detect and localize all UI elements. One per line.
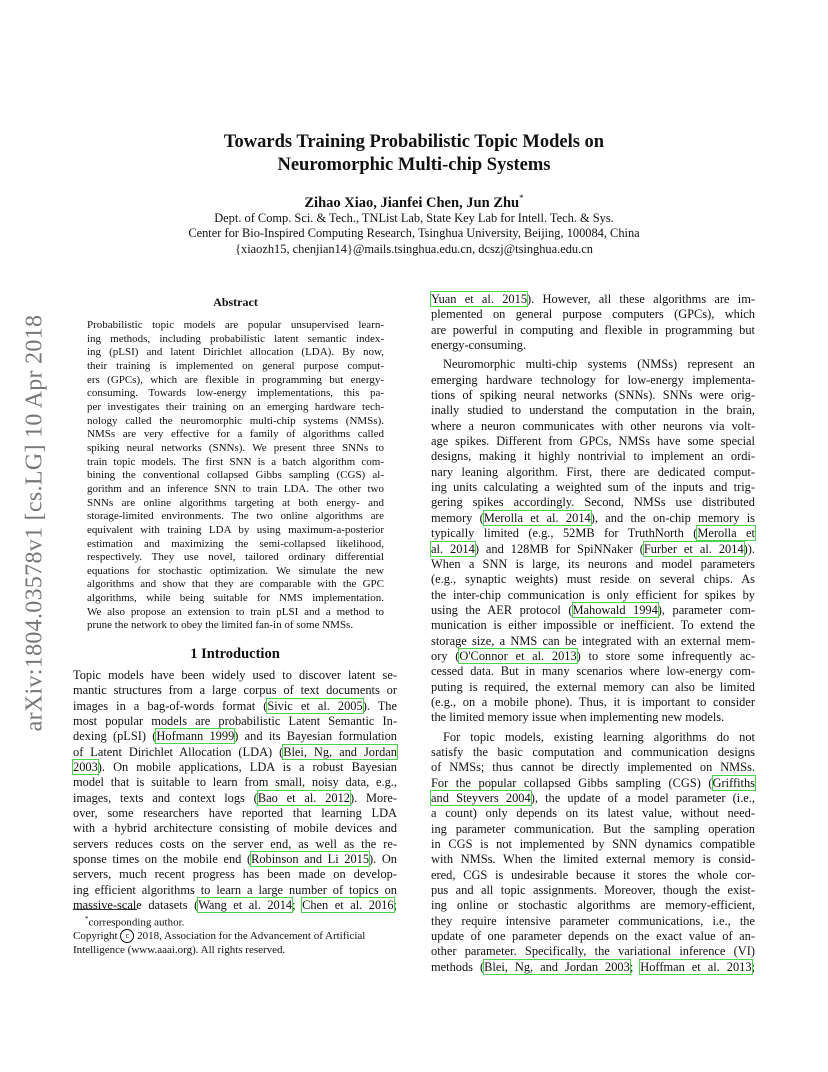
text-line: pus and all topic assignments. Moreover, though the exist-	[431, 883, 755, 898]
abstract-line: equivalent with training LDA by using maximum-a-posterior	[87, 523, 384, 536]
text-line: methods (Blei, Ng, and Jordan 2003; Hoffman et al. 2013;	[431, 959, 756, 974]
text-line: ing efficient algorithms to learn a large number of topics on	[73, 882, 397, 897]
text-line: the limited memory issue when implementing new models.	[431, 710, 725, 725]
footnotes	[73, 913, 397, 957]
citation-link[interactable]: Chen et al. 2016	[302, 898, 394, 913]
text-line: ing units calculating a weighted sum of the inputs and trig-	[431, 480, 755, 495]
text-line: mantic structures from a large corpus of text documents or	[73, 683, 397, 698]
email-line: {xiaozh15, chenjian14}@mails.tsinghua.edu.cn, dcszj@tsinghua.edu.cn	[235, 241, 593, 256]
text-line: al. 2014) and 128MB for SpiNNaker (Furber et al. 2014)).	[431, 541, 755, 556]
citation-link[interactable]: Blei, Ng, and Jordan	[283, 744, 397, 759]
text-line: servers, much recent progress has been made on develop-	[73, 867, 397, 882]
abstract-line: Probabilistic topic models are popular unsupervised learn-	[87, 319, 384, 331]
abstract-line: train topic models. The first SNN is a batch algorithm com-	[87, 455, 384, 468]
abstract-line: NMSs are very effective for a family of algorithms called	[87, 428, 384, 441]
text-line: of NMSs; thus cannot be directly implemented on NMSs.	[431, 760, 755, 775]
text-line: munication is either impossible or inefficient. To extend the	[431, 618, 755, 633]
abstract-line: algorithms and show that they are comparable with the GPC	[87, 578, 384, 591]
text-line: Yuan et al. 2015). However, all these algorithms are im-	[431, 292, 755, 306]
abstract-line: prune the network to obey the limited fan-in of some NMSs.	[87, 619, 354, 632]
text-line: they require intensive parameter communications, i.e., the	[431, 913, 755, 928]
abstract-line: equations for stochastic optimization. We simulate the new	[87, 564, 384, 577]
abstract-line: storage-limited environments. The two online algorithms are	[87, 510, 384, 523]
text-line: ory (O'Connor et al. 2013) to store some infrequently ac-	[431, 648, 755, 663]
footnote-rule	[73, 909, 137, 910]
abstract-line: ers (GPCs), which are flexible in programming but energy-	[87, 373, 384, 386]
abstract-line: We also propose an extension to train pLSI and a method to	[87, 605, 384, 618]
abstract-line: spiking neural networks (SNNs). We present three SNNs to	[87, 441, 384, 454]
citation-link[interactable]: al. 2014	[431, 541, 475, 556]
citation-link[interactable]: Hoffman et al. 2013	[640, 959, 752, 974]
citation-link[interactable]: Blei, Ng, and Jordan 2003	[484, 959, 630, 974]
abstract-line: gorithm and an inference SNN to train LDA. The other two	[87, 482, 384, 495]
text-line: Neuromorphic multi-chip systems (NMSs) represent an	[443, 357, 755, 372]
text-line: dexing (pLSI) (Hofmann 1999) and its Bayesian formulation	[73, 729, 397, 744]
text-line: memory (Merolla et al. 2014), and the on-chip memory is	[431, 510, 755, 525]
citation-link[interactable]: Mahowald 1994	[572, 602, 658, 617]
text-line: emerging hardware technology for low-energy implementa-	[431, 372, 755, 387]
abstract-body	[87, 319, 384, 633]
citation-link[interactable]: Merolla et al. 2014	[483, 510, 591, 525]
text-line: ing parameter communication. But the sampling operation	[431, 821, 755, 836]
text-line: gering spikes accordingly. Second, NMSs use distributed	[431, 495, 755, 510]
text-line: 2003). On mobile applications, LDA is a robust Bayesian	[73, 760, 397, 775]
affiliation-line: Dept. of Comp. Sci. & Tech., TNList Lab, State Key Lab for Intell. Tech. & Sys.	[214, 211, 614, 225]
text-line: model that is suitable to learn from small, noisy data, e.g.,	[73, 775, 397, 790]
citation-link[interactable]: 2003	[73, 760, 98, 775]
text-line: images, texts and context logs (Bao et al. 2012). More-	[73, 790, 397, 805]
text-line: with NMSs. When the limited external memory is consid-	[431, 852, 755, 867]
text-line: of Latent Dirichlet Allocation (LDA) (Blei, Ng, and Jordan	[73, 744, 397, 759]
citation-link[interactable]: and Steyvers 2004	[431, 791, 531, 805]
abstract-line: ing (pLSI) and latent Dirichlet allocation (LDA). By now,	[87, 346, 384, 359]
text-line: in CGS is not implemented by SNN dynamics compatible	[431, 837, 755, 852]
text-line: sponse times on the mobile end (Robinson and Li 2015). On	[73, 852, 398, 867]
footnote-corresponding: *corresponding author.	[85, 915, 185, 929]
text-line: plemented on general purpose computers (GPCs), which	[431, 307, 755, 322]
section-heading: 1 Introduction	[190, 646, 280, 662]
text-line: For the popular collapsed Gibbs sampling (CGS) (Griffiths	[431, 775, 755, 790]
copyright-icon: c	[120, 929, 134, 943]
citation-link[interactable]: Merolla et	[697, 526, 756, 541]
title-line: Towards Training Probabilistic Topic Models on	[223, 132, 605, 152]
citation-link[interactable]: Furber et al. 2014	[643, 541, 744, 556]
abstract-line: their training is implemented on general purpose comput-	[87, 359, 384, 372]
abstract-line: algorithms, while being suitable for NMS implementation.	[87, 592, 384, 605]
text-line: typically limited (e.g., 52MB for TruthNorth (Merolla et	[431, 526, 756, 541]
text-line: tions of spiking neural networks (SNNs). SNNs were orig-	[431, 388, 755, 403]
abstract-line: bining the conventional collapsed Gibbs sampling (CGS) al-	[87, 469, 384, 482]
text-line: nary leaning algorithm. First, there are dedicated comput-	[431, 464, 755, 479]
abstract-line: estimation and maximizing the semi-collapsed likelihood,	[87, 537, 384, 550]
text-line: other parameter. Specifically, the variational inference (VI)	[431, 944, 755, 959]
text-line: most popular models are probabilistic Latent Semantic In-	[73, 714, 397, 729]
affiliation-line: Center for Bio-Inspired Computing Research, Tsinghua University, Beijing, 100084, China	[188, 226, 640, 241]
text-line: (e.g., on a mobile phone). Thus, it is important to consider	[431, 694, 755, 709]
citation-link[interactable]: Griffiths	[712, 775, 755, 790]
citation-link[interactable]: Yuan et al. 2015	[431, 292, 528, 306]
text-line: over, some researchers have reported that learning LDA	[73, 806, 397, 821]
copyright-line: Intelligence (www.aaai.org). All rights reserved.	[73, 943, 286, 956]
text-line: energy-consuming.	[431, 338, 527, 353]
text-line: a count) only depends on its latest value, without need-	[431, 806, 755, 821]
intro-column-left	[73, 668, 397, 914]
citation-link[interactable]: Sivic et al. 2005	[267, 698, 363, 713]
citation-link[interactable]: O'Connor et al. 2013	[459, 648, 577, 663]
text-line: inally studied to understand the computation in the brain,	[431, 403, 755, 418]
text-line: and Steyvers 2004), the update of a model parameter (i.e.,	[431, 791, 755, 805]
arxiv-identifier: arXiv:1804.03578v1 [cs.LG] 10 Apr 2018	[21, 314, 48, 732]
affiliations	[120, 211, 708, 257]
citation-link[interactable]: Hofmann 1999	[156, 729, 235, 744]
abstract-line: SNNs are online algorithms targeting at both energy- and	[87, 496, 384, 509]
copyright-line: Copyright c 2018, Association for the Advancement of Artificial	[73, 930, 366, 943]
citation-link[interactable]: Robinson and Li 2015	[251, 852, 370, 867]
abstract-line: consuming. Towards low-energy implementations, this pa-	[87, 387, 384, 400]
text-line: servers reduces costs on the server end, as well as the re-	[73, 836, 397, 851]
text-line: the inter-chip communication is only efficient for spikes by	[431, 587, 755, 602]
text-line: Topic models have been widely used to discover latent se-	[73, 668, 397, 682]
citation-link[interactable]: Wang et al. 2014	[198, 898, 293, 913]
title-line: Neuromorphic Multi-chip Systems	[277, 155, 551, 175]
text-line: designs, making it highly nontrivial to implement an ordi-	[431, 449, 755, 464]
author-names: Zihao Xiao, Jianfei Chen, Jun Zhu	[304, 194, 520, 211]
text-line: ing online or stochastic algorithms are memory-efficient,	[431, 898, 755, 913]
text-line: images in a bag-of-words format (Sivic et al. 2005). The	[73, 698, 397, 713]
text-line: storage size, a NMS can be integrated with an external mem-	[431, 633, 755, 648]
text-line: massive-scale datasets (Wang et al. 2014; Chen et al. 2016;	[73, 898, 397, 913]
abstract-line: ing methods, including probabilistic latent semantic index-	[87, 332, 384, 345]
text-line: where a neuron communicates with other neurons via volt-	[431, 418, 755, 433]
text-line: satisfy the basic computation and communication designs	[431, 744, 755, 759]
abstract-line: nology called the neuromorphic multi-chip systems (NMSs).	[87, 414, 384, 427]
text-line: are powerful in computing and flexible in programming but	[431, 322, 755, 337]
text-line: puting is required, the external memory can also be limited	[431, 679, 755, 694]
text-line: age spikes. Different from GPCs, NMSs have some special	[431, 434, 755, 449]
text-line: For topic models, existing learning algorithms do not	[443, 729, 755, 744]
text-line: update of one parameter depends on the exact value of an-	[431, 929, 755, 944]
abstract-line: per investigates their training on an emerging hardware tech-	[87, 400, 384, 413]
intro-column-right	[431, 292, 755, 975]
author-footnote-mark: *	[519, 193, 524, 203]
text-line: (e.g., synaptic weights) must reside on several chips. As	[431, 572, 755, 587]
text-line: When a SNN is large, its neurons and model parameters	[431, 556, 755, 571]
author-list	[150, 193, 678, 212]
text-line: using the AER protocol (Mahowald 1994), parameter com-	[431, 602, 756, 617]
citation-link[interactable]: Bao et al. 2012	[257, 790, 350, 805]
text-line: ered, CGS is undesirable because it stores the whole cor-	[431, 867, 755, 882]
abstract-line: respectively. They use novel, tailored ordinary differential	[87, 551, 384, 564]
abstract-heading: Abstract	[213, 295, 258, 309]
paper-title	[150, 131, 678, 177]
text-line: with a hybrid architecture consisting of mobile devices and	[73, 821, 397, 836]
text-line: cessed data. But in many scenarios where low-energy com-	[431, 664, 755, 679]
